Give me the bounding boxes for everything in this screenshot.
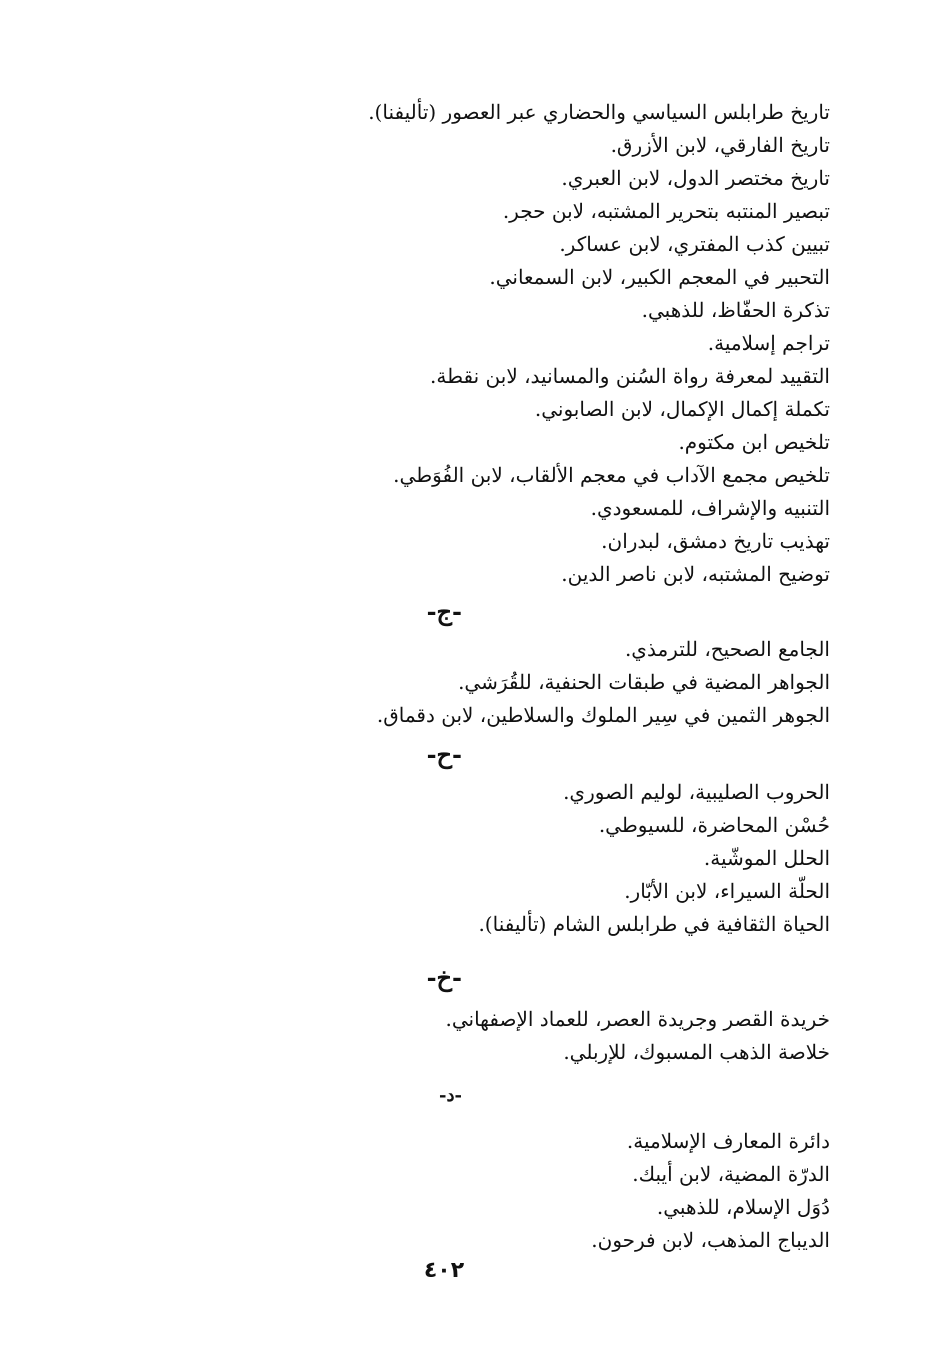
list-item: تبيين كذب المفتري، لابن عساكر. <box>559 232 830 256</box>
list-item: توضيح المشتبه، لابن ناصر الدين. <box>561 562 830 586</box>
list-item: تهذيب تاريخ دمشق، لبدران. <box>601 529 830 553</box>
section-heading-dal: -د- <box>439 1085 462 1106</box>
section-heading-khah: -خ- <box>426 963 462 992</box>
list-item: تاريخ الفارقي، لابن الأزرق. <box>610 133 830 157</box>
list-item: خلاصة الذهب المسبوك، للإربلي. <box>563 1040 830 1064</box>
list-item: تذكرة الحفّاظ، للذهبي. <box>641 298 830 322</box>
list-item: دائرة المعارف الإسلامية. <box>626 1129 830 1153</box>
list-item: تلخيص ابن مكتوم. <box>678 430 830 454</box>
list-item: التنبيه والإشراف، للمسعودي. <box>590 496 830 520</box>
list-item: التحبير في المعجم الكبير، لابن السمعاني. <box>489 265 830 289</box>
page-number: ٤٠٢ <box>423 1258 465 1283</box>
list-item: تبصير المنتبه بتحرير المشتبه، لابن حجر. <box>502 199 830 223</box>
section-heading-hah: -ح- <box>426 740 462 769</box>
list-item: التقييد لمعرفة رواة السُنن والمسانيد، لابن نقطة. <box>430 364 830 388</box>
section-ta <box>270 96 830 591</box>
list-item: الحلّة السيراء، لابن الأبّار. <box>624 879 830 903</box>
list-item: الجوهر الثمين في سِير الملوك والسلاطين، لابن دقماق. <box>376 703 830 727</box>
list-item: الجواهر المضية في طبقات الحنفية، للقُرَشي. <box>458 670 830 694</box>
section-dal <box>270 1077 830 1257</box>
list-item: تكملة إكمال الإكمال، لابن الصابوني. <box>534 397 830 421</box>
list-item: حُسْن المحاضرة، للسيوطي. <box>598 813 830 837</box>
section-hah <box>270 736 830 941</box>
section-jeem <box>270 593 830 732</box>
list-item: الحلل الموشّية. <box>703 846 830 870</box>
list-item: الجامع الصحيح، للترمذي. <box>624 637 830 661</box>
list-item: تاريخ مختصر الدول، لابن العبري. <box>561 166 830 190</box>
section-heading-jeem: -ج- <box>426 597 462 626</box>
list-item: الدرّة المضية، لابن أيبك. <box>632 1162 830 1186</box>
list-item: تاريخ طرابلس السياسي والحضاري عبر العصور (تأليفنا). <box>368 100 830 124</box>
section-khah <box>270 959 830 1069</box>
list-item: الديباج المذهب، لابن فرحون. <box>591 1228 830 1252</box>
list-item: الحروب الصليبية، لوليم الصوري. <box>563 780 830 804</box>
list-item: تلخيص مجمع الآداب في معجم الألقاب، لابن الفُوَطي. <box>393 463 830 487</box>
list-item: الحياة الثقافية في طرابلس الشام (تأليفنا). <box>478 912 830 936</box>
list-item: تراجم إسلامية. <box>707 331 830 355</box>
list-item: دُوَل الإسلام، للذهبي. <box>656 1195 830 1219</box>
bibliography-list <box>270 96 830 1257</box>
list-item: خريدة القصر وجريدة العصر، للعماد الإصفهاني. <box>445 1007 830 1031</box>
